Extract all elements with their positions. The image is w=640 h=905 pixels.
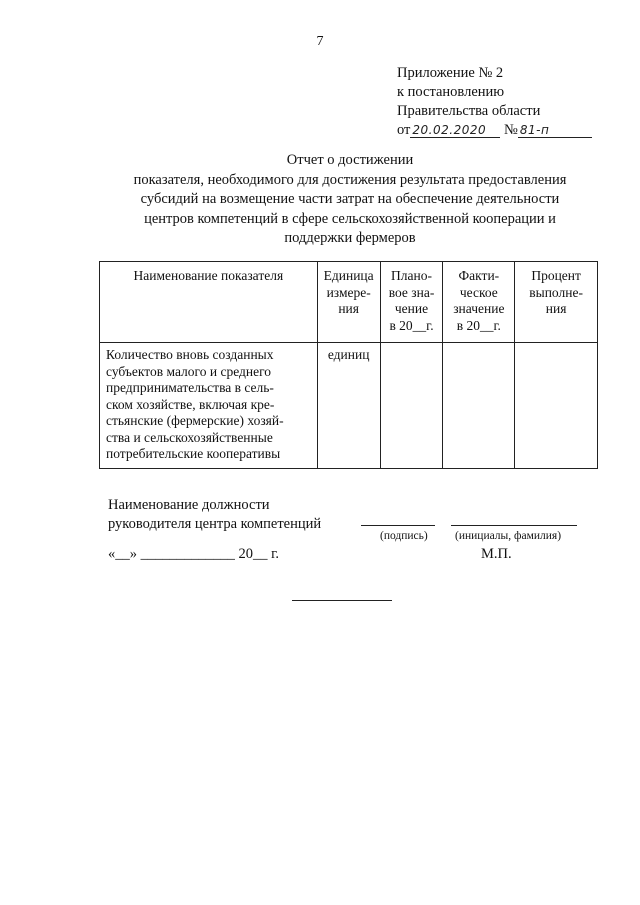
- table-row: [100, 343, 598, 469]
- indicator-text: потребительские кооперативы: [106, 446, 281, 461]
- report-title: [100, 151, 600, 249]
- actual-value-cell: [443, 343, 515, 469]
- indicator-name-cell: [100, 343, 318, 469]
- indicator-text: предпринимательства в сель-: [106, 380, 274, 395]
- name-caption: (инициалы, фамилия): [455, 530, 562, 542]
- header-text: вое зна-: [388, 284, 435, 300]
- planned-value-cell: [380, 343, 443, 469]
- indicator-text: субъектов малого и среднего: [106, 363, 272, 379]
- header-text: Единица: [323, 268, 374, 283]
- number-prefix: №: [504, 122, 518, 138]
- header-text: Процент: [531, 268, 581, 283]
- percent-cell: [515, 343, 598, 469]
- header-text: ческое: [459, 284, 498, 300]
- end-divider: [292, 600, 392, 601]
- appendix-block: [397, 64, 592, 140]
- header-actual-value: [443, 262, 515, 343]
- header-text: в 20__г.: [389, 317, 434, 333]
- position-line-1: Наименование должности: [108, 497, 270, 513]
- date-blank-line: «__» _____________ 20__ г.: [108, 546, 280, 562]
- title-line-4: центров компетенций в сфере сельскохозяйственной кооперации и: [144, 210, 556, 227]
- handwritten-date: 20.02.2020: [410, 123, 500, 138]
- indicator-text: ском хозяйстве, включая кре-: [106, 396, 275, 412]
- appendix-line-2: к постановлению: [397, 84, 505, 100]
- position-line-2: руководителя центра компетенций: [108, 516, 322, 532]
- indicator-table: [99, 261, 598, 469]
- title-line-3: субсидий на возмещение части затрат на обеспечение деятельности: [140, 191, 560, 207]
- header-text: Факти-: [458, 268, 500, 283]
- unit-cell: единиц: [317, 343, 380, 469]
- header-text: Наименование показателя: [133, 268, 284, 283]
- header-indicator-name: [100, 262, 318, 343]
- date-prefix: от: [397, 122, 411, 138]
- appendix-line-3: Правительства области: [397, 103, 541, 119]
- header-text: ния: [545, 301, 567, 316]
- page-number: 7: [316, 34, 324, 49]
- header-text: чение: [394, 301, 429, 316]
- header-planned-value: [380, 262, 443, 343]
- header-percent: [515, 262, 598, 343]
- header-text: ния: [338, 301, 359, 316]
- handwritten-number: 81-п: [518, 123, 592, 138]
- table-header-row: [100, 262, 598, 343]
- title-line-2: показателя, необходимого для достижения результата предоставления: [133, 171, 567, 188]
- appendix-line-1: Приложение № 2: [397, 65, 504, 81]
- indicator-text: Количество вновь созданных: [106, 347, 274, 362]
- signature-caption: (подпись): [380, 530, 428, 542]
- header-text: измере-: [326, 284, 371, 300]
- header-text: значение: [453, 301, 505, 316]
- header-text: выполне-: [529, 284, 583, 300]
- header-text: Планo-: [391, 268, 432, 283]
- title-line-1: Отчет о достижении: [286, 152, 414, 168]
- indicator-text: стьянские (фермерские) хозяй-: [106, 413, 284, 428]
- header-text: в 20__г.: [456, 317, 501, 333]
- appendix-date-line: [397, 121, 592, 140]
- header-unit: [317, 262, 380, 343]
- title-line-5: поддержки фермеров: [284, 230, 416, 246]
- name-blank-line: [451, 525, 577, 526]
- stamp-label: М.П.: [481, 546, 512, 562]
- signature-blank-line: [361, 525, 435, 526]
- position-title: [108, 496, 321, 534]
- indicator-text: ства и сельскохозяйственные: [106, 429, 273, 445]
